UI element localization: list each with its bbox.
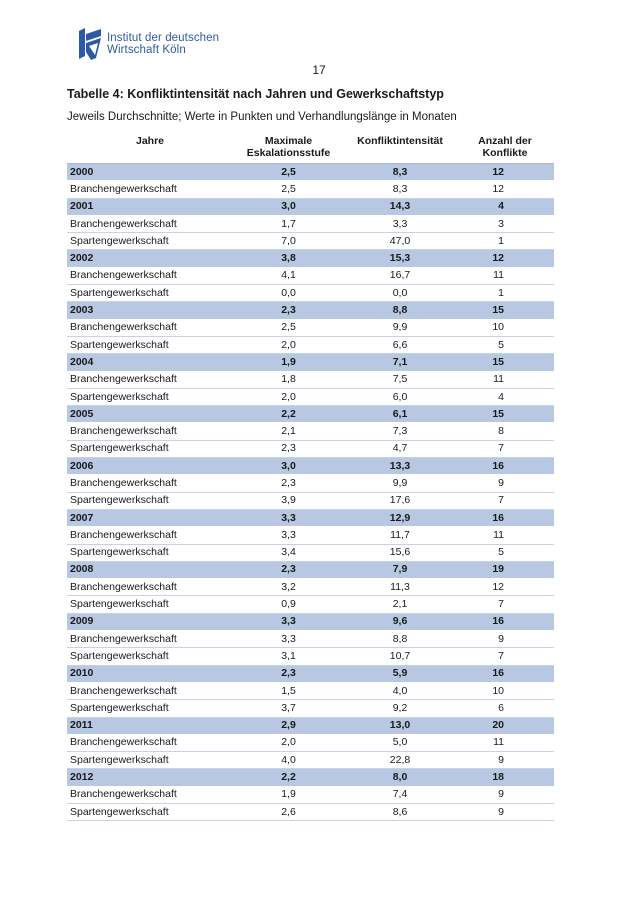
- table-subtitle: Jeweils Durchschnitte; Werte in Punkten und Verhandlungslänge in Monaten: [67, 111, 457, 123]
- max-escalation-cell: 3,3: [233, 631, 344, 648]
- conflict-intensity-cell: 3,3: [344, 215, 456, 232]
- year-cell: 2007: [67, 509, 233, 526]
- conflict-count-cell: 9: [456, 752, 554, 769]
- conflict-count-cell: 6: [456, 700, 554, 717]
- union-type-cell: Branchengewerkschaft: [67, 215, 233, 232]
- year-row: [67, 250, 554, 267]
- conflict-count-cell: 3: [456, 215, 554, 232]
- union-type-row: [67, 803, 554, 820]
- max-escalation-cell: 2,3: [233, 475, 344, 492]
- year-cell: 2001: [67, 198, 233, 215]
- max-escalation-cell: 2,6: [233, 803, 344, 820]
- conflict-intensity-cell: 9,9: [344, 319, 456, 336]
- year-row: [67, 164, 554, 181]
- max-escalation-cell: 3,0: [233, 458, 344, 475]
- union-type-cell: Branchengewerkschaft: [67, 319, 233, 336]
- year-row: [67, 769, 554, 786]
- conflict-count-cell: 11: [456, 267, 554, 284]
- union-type-row: [67, 319, 554, 336]
- conflict-intensity-cell: 0,0: [344, 285, 456, 302]
- max-escalation-cell: 2,5: [233, 319, 344, 336]
- conflict-intensity-cell: 10,7: [344, 648, 456, 665]
- conflict-intensity-cell: 8,6: [344, 803, 456, 820]
- max-escalation-cell: 3,2: [233, 579, 344, 596]
- union-type-row: [67, 233, 554, 250]
- conflict-count-cell: 16: [456, 509, 554, 526]
- union-type-row: [67, 648, 554, 665]
- conflict-intensity-cell: 9,9: [344, 475, 456, 492]
- conflict-intensity-cell: 14,3: [344, 198, 456, 215]
- conflict-count-cell: 18: [456, 769, 554, 786]
- year-cell: 2008: [67, 561, 233, 578]
- conflict-intensity-cell: 8,8: [344, 631, 456, 648]
- conflict-count-cell: 7: [456, 440, 554, 457]
- max-escalation-cell: 1,9: [233, 786, 344, 803]
- union-type-row: [67, 544, 554, 561]
- column-header-conflict-intensity: Konfliktintensität: [344, 133, 456, 164]
- union-type-cell: Branchengewerkschaft: [67, 786, 233, 803]
- conflict-intensity-cell: 7,1: [344, 354, 456, 371]
- union-type-row: [67, 181, 554, 198]
- conflict-count-cell: 12: [456, 250, 554, 267]
- max-escalation-cell: 2,3: [233, 302, 344, 319]
- year-cell: 2004: [67, 354, 233, 371]
- max-escalation-cell: 2,0: [233, 734, 344, 751]
- year-cell: 2003: [67, 302, 233, 319]
- max-escalation-cell: 2,5: [233, 164, 344, 181]
- union-type-row: [67, 596, 554, 613]
- union-type-row: [67, 492, 554, 509]
- union-type-cell: Branchengewerkschaft: [67, 631, 233, 648]
- conflict-intensity-cell: 5,9: [344, 665, 456, 682]
- max-escalation-cell: 4,1: [233, 267, 344, 284]
- column-header-years: Jahre: [67, 133, 233, 164]
- logo-line-1: Institut der deutschen: [107, 32, 220, 44]
- max-escalation-cell: 2,1: [233, 423, 344, 440]
- conflict-count-cell: 7: [456, 648, 554, 665]
- conflict-intensity-cell: 8,3: [344, 181, 456, 198]
- conflict-count-cell: 9: [456, 786, 554, 803]
- conflict-intensity-cell: 15,3: [344, 250, 456, 267]
- conflict-intensity-cell: 12,9: [344, 509, 456, 526]
- max-escalation-cell: 2,2: [233, 769, 344, 786]
- conflict-intensity-cell: 4,0: [344, 682, 456, 699]
- union-type-row: [67, 475, 554, 492]
- year-row: [67, 458, 554, 475]
- year-row: [67, 302, 554, 319]
- conflict-intensity-cell: 6,6: [344, 336, 456, 353]
- conflict-intensity-cell: 5,0: [344, 734, 456, 751]
- union-type-row: [67, 700, 554, 717]
- conflict-count-cell: 9: [456, 803, 554, 820]
- max-escalation-cell: 3,9: [233, 492, 344, 509]
- union-type-cell: Branchengewerkschaft: [67, 527, 233, 544]
- conflict-intensity-cell: 11,7: [344, 527, 456, 544]
- union-type-row: [67, 579, 554, 596]
- union-type-cell: Branchengewerkschaft: [67, 371, 233, 388]
- union-type-cell: Spartengewerkschaft: [67, 803, 233, 820]
- conflict-intensity-cell: 47,0: [344, 233, 456, 250]
- iw-logo-icon: [76, 26, 102, 62]
- union-type-row: [67, 631, 554, 648]
- union-type-cell: Spartengewerkschaft: [67, 336, 233, 353]
- conflict-count-cell: 15: [456, 302, 554, 319]
- union-type-cell: Branchengewerkschaft: [67, 579, 233, 596]
- conflict-count-cell: 20: [456, 717, 554, 734]
- conflict-count-cell: 5: [456, 544, 554, 561]
- max-escalation-cell: 2,3: [233, 561, 344, 578]
- conflict-intensity-cell: 9,2: [344, 700, 456, 717]
- union-type-row: [67, 734, 554, 751]
- conflict-count-cell: 11: [456, 371, 554, 388]
- conflict-count-cell: 16: [456, 458, 554, 475]
- max-escalation-cell: 3,3: [233, 509, 344, 526]
- union-type-row: [67, 527, 554, 544]
- union-type-row: [67, 388, 554, 405]
- max-escalation-cell: 3,8: [233, 250, 344, 267]
- conflict-intensity-cell: 8,3: [344, 164, 456, 181]
- year-row: [67, 717, 554, 734]
- year-cell: 2006: [67, 458, 233, 475]
- max-escalation-cell: 7,0: [233, 233, 344, 250]
- union-type-row: [67, 440, 554, 457]
- conflict-intensity-cell: 7,5: [344, 371, 456, 388]
- max-escalation-cell: 2,0: [233, 388, 344, 405]
- year-row: [67, 198, 554, 215]
- conflict-count-cell: 5: [456, 336, 554, 353]
- max-escalation-cell: 2,0: [233, 336, 344, 353]
- union-type-cell: Spartengewerkschaft: [67, 700, 233, 717]
- conflict-intensity-cell: 4,7: [344, 440, 456, 457]
- conflict-count-cell: 8: [456, 423, 554, 440]
- conflict-count-cell: 7: [456, 596, 554, 613]
- union-type-cell: Spartengewerkschaft: [67, 752, 233, 769]
- conflict-table: [67, 133, 554, 821]
- max-escalation-cell: 3,0: [233, 198, 344, 215]
- conflict-count-cell: 7: [456, 492, 554, 509]
- conflict-count-cell: 15: [456, 406, 554, 423]
- conflict-count-cell: 9: [456, 631, 554, 648]
- conflict-intensity-cell: 13,3: [344, 458, 456, 475]
- conflict-count-cell: 15: [456, 354, 554, 371]
- conflict-count-cell: 12: [456, 579, 554, 596]
- conflict-intensity-cell: 6,0: [344, 388, 456, 405]
- year-cell: 2010: [67, 665, 233, 682]
- year-row: [67, 406, 554, 423]
- year-row: [67, 613, 554, 630]
- union-type-row: [67, 371, 554, 388]
- year-row: [67, 665, 554, 682]
- union-type-row: [67, 752, 554, 769]
- conflict-count-cell: 11: [456, 527, 554, 544]
- conflict-intensity-cell: 16,7: [344, 267, 456, 284]
- year-cell: 2002: [67, 250, 233, 267]
- conflict-intensity-cell: 22,8: [344, 752, 456, 769]
- conflict-count-cell: 10: [456, 319, 554, 336]
- max-escalation-cell: 2,9: [233, 717, 344, 734]
- year-row: [67, 354, 554, 371]
- conflict-intensity-cell: 9,6: [344, 613, 456, 630]
- column-header-conflict-count: Anzahl der Konflikte: [456, 133, 554, 164]
- max-escalation-cell: 2,2: [233, 406, 344, 423]
- union-type-cell: Spartengewerkschaft: [67, 233, 233, 250]
- union-type-row: [67, 267, 554, 284]
- year-cell: 2009: [67, 613, 233, 630]
- union-type-cell: Spartengewerkschaft: [67, 440, 233, 457]
- union-type-row: [67, 215, 554, 232]
- conflict-count-cell: 12: [456, 181, 554, 198]
- conflict-count-cell: 1: [456, 233, 554, 250]
- union-type-row: [67, 336, 554, 353]
- conflict-count-cell: 12: [456, 164, 554, 181]
- max-escalation-cell: 3,4: [233, 544, 344, 561]
- max-escalation-cell: 2,5: [233, 181, 344, 198]
- conflict-count-cell: 4: [456, 198, 554, 215]
- year-row: [67, 509, 554, 526]
- union-type-cell: Branchengewerkschaft: [67, 734, 233, 751]
- year-cell: 2012: [67, 769, 233, 786]
- conflict-intensity-cell: 8,0: [344, 769, 456, 786]
- union-type-cell: Spartengewerkschaft: [67, 285, 233, 302]
- max-escalation-cell: 2,3: [233, 665, 344, 682]
- max-escalation-cell: 3,3: [233, 527, 344, 544]
- conflict-count-cell: 1: [456, 285, 554, 302]
- conflict-intensity-cell: 11,3: [344, 579, 456, 596]
- year-cell: 2000: [67, 164, 233, 181]
- max-escalation-cell: 0,9: [233, 596, 344, 613]
- table-header-row: [67, 133, 554, 164]
- conflict-count-cell: 19: [456, 561, 554, 578]
- conflict-count-cell: 4: [456, 388, 554, 405]
- conflict-intensity-cell: 7,4: [344, 786, 456, 803]
- year-row: [67, 561, 554, 578]
- conflict-intensity-cell: 2,1: [344, 596, 456, 613]
- conflict-intensity-cell: 15,6: [344, 544, 456, 561]
- conflict-intensity-cell: 17,6: [344, 492, 456, 509]
- conflict-count-cell: 10: [456, 682, 554, 699]
- union-type-cell: Spartengewerkschaft: [67, 388, 233, 405]
- union-type-cell: Branchengewerkschaft: [67, 682, 233, 699]
- conflict-count-cell: 11: [456, 734, 554, 751]
- conflict-count-cell: 16: [456, 613, 554, 630]
- logo-line-2: Wirtschaft Köln: [107, 44, 186, 56]
- union-type-cell: Spartengewerkschaft: [67, 648, 233, 665]
- union-type-cell: Branchengewerkschaft: [67, 267, 233, 284]
- union-type-cell: Spartengewerkschaft: [67, 596, 233, 613]
- conflict-intensity-cell: 6,1: [344, 406, 456, 423]
- year-cell: 2011: [67, 717, 233, 734]
- column-header-max-escalation: Maximale Eskalationsstufe: [233, 133, 344, 164]
- table-title: Tabelle 4: Konfliktintensität nach Jahren und Gewerkschaftstyp: [67, 87, 444, 101]
- logo-text: [107, 32, 219, 56]
- union-type-row: [67, 285, 554, 302]
- max-escalation-cell: 3,7: [233, 700, 344, 717]
- union-type-cell: Spartengewerkschaft: [67, 544, 233, 561]
- union-type-row: [67, 682, 554, 699]
- max-escalation-cell: 1,7: [233, 215, 344, 232]
- year-cell: 2005: [67, 406, 233, 423]
- institute-logo: [76, 25, 219, 63]
- conflict-count-cell: 9: [456, 475, 554, 492]
- conflict-intensity-cell: 13,0: [344, 717, 456, 734]
- conflict-intensity-cell: 7,3: [344, 423, 456, 440]
- conflict-intensity-cell: 7,9: [344, 561, 456, 578]
- union-type-cell: Branchengewerkschaft: [67, 181, 233, 198]
- max-escalation-cell: 2,3: [233, 440, 344, 457]
- union-type-row: [67, 423, 554, 440]
- union-type-cell: Spartengewerkschaft: [67, 492, 233, 509]
- union-type-cell: Branchengewerkschaft: [67, 423, 233, 440]
- page-number: 17: [312, 63, 326, 77]
- max-escalation-cell: 4,0: [233, 752, 344, 769]
- max-escalation-cell: 1,9: [233, 354, 344, 371]
- max-escalation-cell: 1,5: [233, 682, 344, 699]
- conflict-count-cell: 16: [456, 665, 554, 682]
- table-body: [67, 164, 554, 821]
- union-type-cell: Branchengewerkschaft: [67, 475, 233, 492]
- max-escalation-cell: 1,8: [233, 371, 344, 388]
- max-escalation-cell: 3,3: [233, 613, 344, 630]
- max-escalation-cell: 3,1: [233, 648, 344, 665]
- union-type-row: [67, 786, 554, 803]
- conflict-intensity-cell: 8,8: [344, 302, 456, 319]
- max-escalation-cell: 0,0: [233, 285, 344, 302]
